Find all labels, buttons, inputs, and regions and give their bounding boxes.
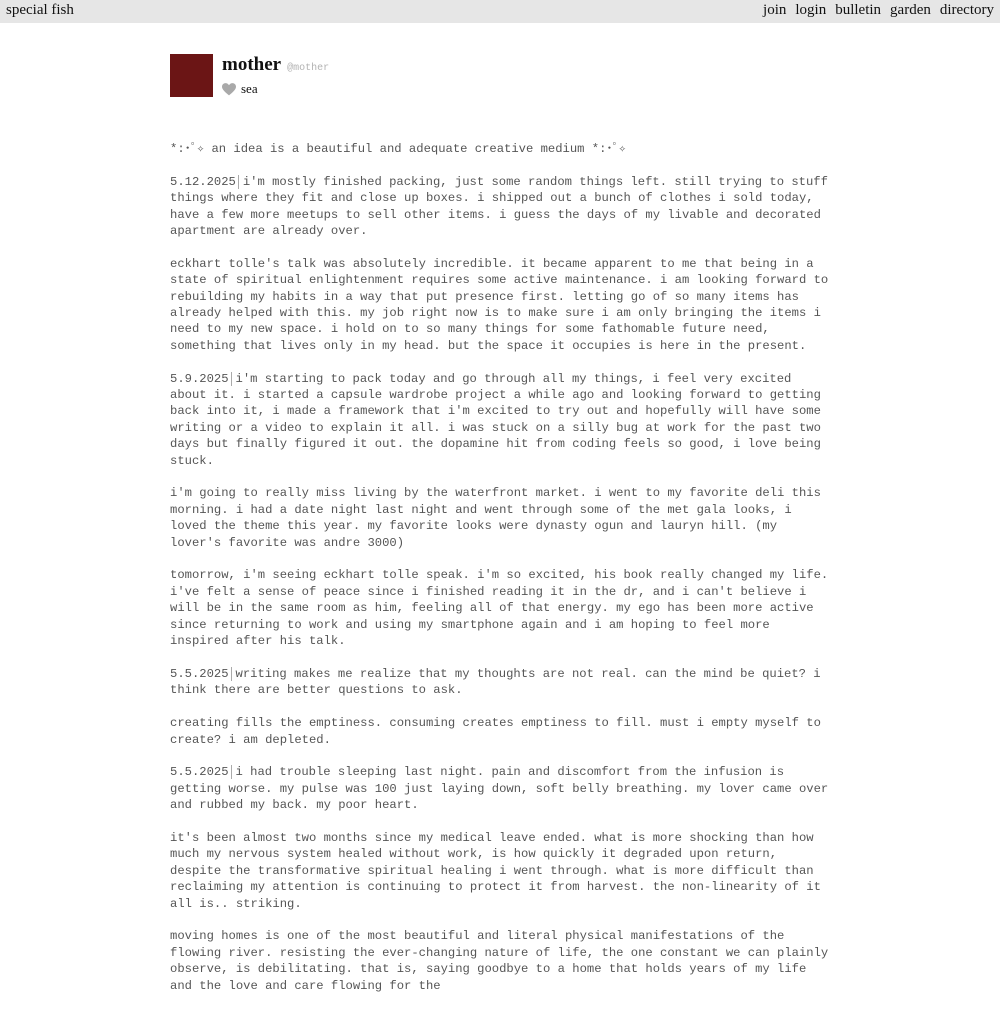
entry-paragraph: tomorrow, i'm seeing eckhart tolle speak. i'm so excited, his book really changed my life. i've felt a sense of peace since i finished reading it in the dr, and i can't believe i will be in the same room as him, feeling all of that energy. my ego has been more active since returning to work and using my smartphone again and i am hoping to feel more inspired after his talk. (170, 568, 829, 649)
profile-handle: @mother (287, 63, 330, 74)
nav-garden-link[interactable]: garden (890, 2, 931, 18)
entry-date[interactable]: 5.9.2025 (170, 372, 232, 386)
profile-header (170, 54, 830, 100)
entry-paragraph: creating fills the emptiness. consuming creates emptiness to fill. must i empty myself to create? i am depleted. (170, 716, 821, 747)
top-bar (0, 0, 1000, 23)
nav-bulletin-link[interactable]: bulletin (835, 2, 882, 18)
journal-body (170, 141, 835, 1010)
entry-date[interactable]: 5.12.2025 (170, 175, 239, 189)
entry-date[interactable]: 5.5.2025 (170, 667, 232, 681)
profile-name-line (222, 54, 329, 76)
entry-date[interactable]: 5.5.2025 (170, 765, 232, 779)
entry-text: writing makes me realize that my thoughts are not real. can the mind be quiet? i think there are better questions to ask. (170, 666, 821, 698)
avatar[interactable] (170, 54, 213, 97)
entry-text: i'm starting to pack today and go through all my things, i feel very excited about it. i started a capsule wardrobe project a while ago and looking forward to getting back into it, i made a framework that i'm excited to try out and hopefully will have some writing or a video to explain it all. i was stuck on a silly bug at work for the past two days but finally figured it out. the dopamine hit from coding feels so good, i love being stuck. (170, 371, 821, 468)
entry-text: i had trouble sleeping last night. pain and discomfort from the infusion is getting worse. my pulse was 100 just laying down, soft belly breathing. my lover came over and rubbed my back. my poor heart. (170, 765, 829, 813)
main-nav (763, 2, 994, 19)
nav-directory-link[interactable]: directory (939, 2, 994, 18)
entry-paragraph: i'm going to really miss living by the waterfront market. i went to my favorite deli this morning. i had a date night last night and went through some of the met gala looks, i loved the theme this year. my favorite looks were dynasty ogun and lauryn hill. (my lover's favorite was andre 3000) (170, 486, 821, 550)
nav-login-link[interactable]: login (795, 2, 827, 18)
site-title-link[interactable]: special fish (6, 2, 74, 18)
liked-tag (222, 81, 258, 97)
journal-entry (170, 174, 835, 240)
entry-paragraph: eckhart tolle's talk was absolutely incredible. it became apparent to me that being in a state of spiritual enlightenment requires some active maintenance. i am looking forward to rebuilding my habits in a way that put presence first. letting go of so many items has already helped with this. my job right now is to make sure i am only bringing the items i need to my new space. i hold on to so many things for some fathomable future need, something that lives only in my head. but the space it occupies is here in the present. (170, 256, 829, 353)
entry-paragraph: it's been almost two months since my medical leave ended. what is more shocking than how much my nervous system healed without work, is how quickly it degraded upon return, despite the transformative spiritual healing i went through. what is more difficult than reclaiming my attention is continuing to protect it from harvest. the non-linearity of it all is.. striking. (170, 830, 821, 911)
liked-label: sea (241, 81, 258, 96)
entry-text: i'm mostly finished packing, just some random things left. still trying to stuff things where they fit and close up boxes. i shipped out a bunch of clothes i sold today, have a few more meetups to sell other items. i guess the days of my livable and decorated apartment are already over. (170, 174, 828, 239)
journal-entry (170, 764, 835, 813)
journal-tagline: *:･ﾟ✧ an idea is a beautiful and adequate creative medium *:･ﾟ✧ (170, 142, 626, 156)
journal-entry (170, 666, 835, 699)
nav-join-link[interactable]: join (763, 2, 787, 18)
heart-icon[interactable] (222, 83, 236, 96)
entry-paragraph: moving homes is one of the most beautiful and literal physical manifestations of the flowing river. resisting the ever-changing nature of life, the one constant we can plainly observe, is debilitating. that is, saying goodbye to a home that holds years of my life and the love and care flowing for the (170, 929, 829, 993)
journal-entry (170, 371, 835, 469)
profile-name[interactable]: mother (222, 54, 282, 75)
